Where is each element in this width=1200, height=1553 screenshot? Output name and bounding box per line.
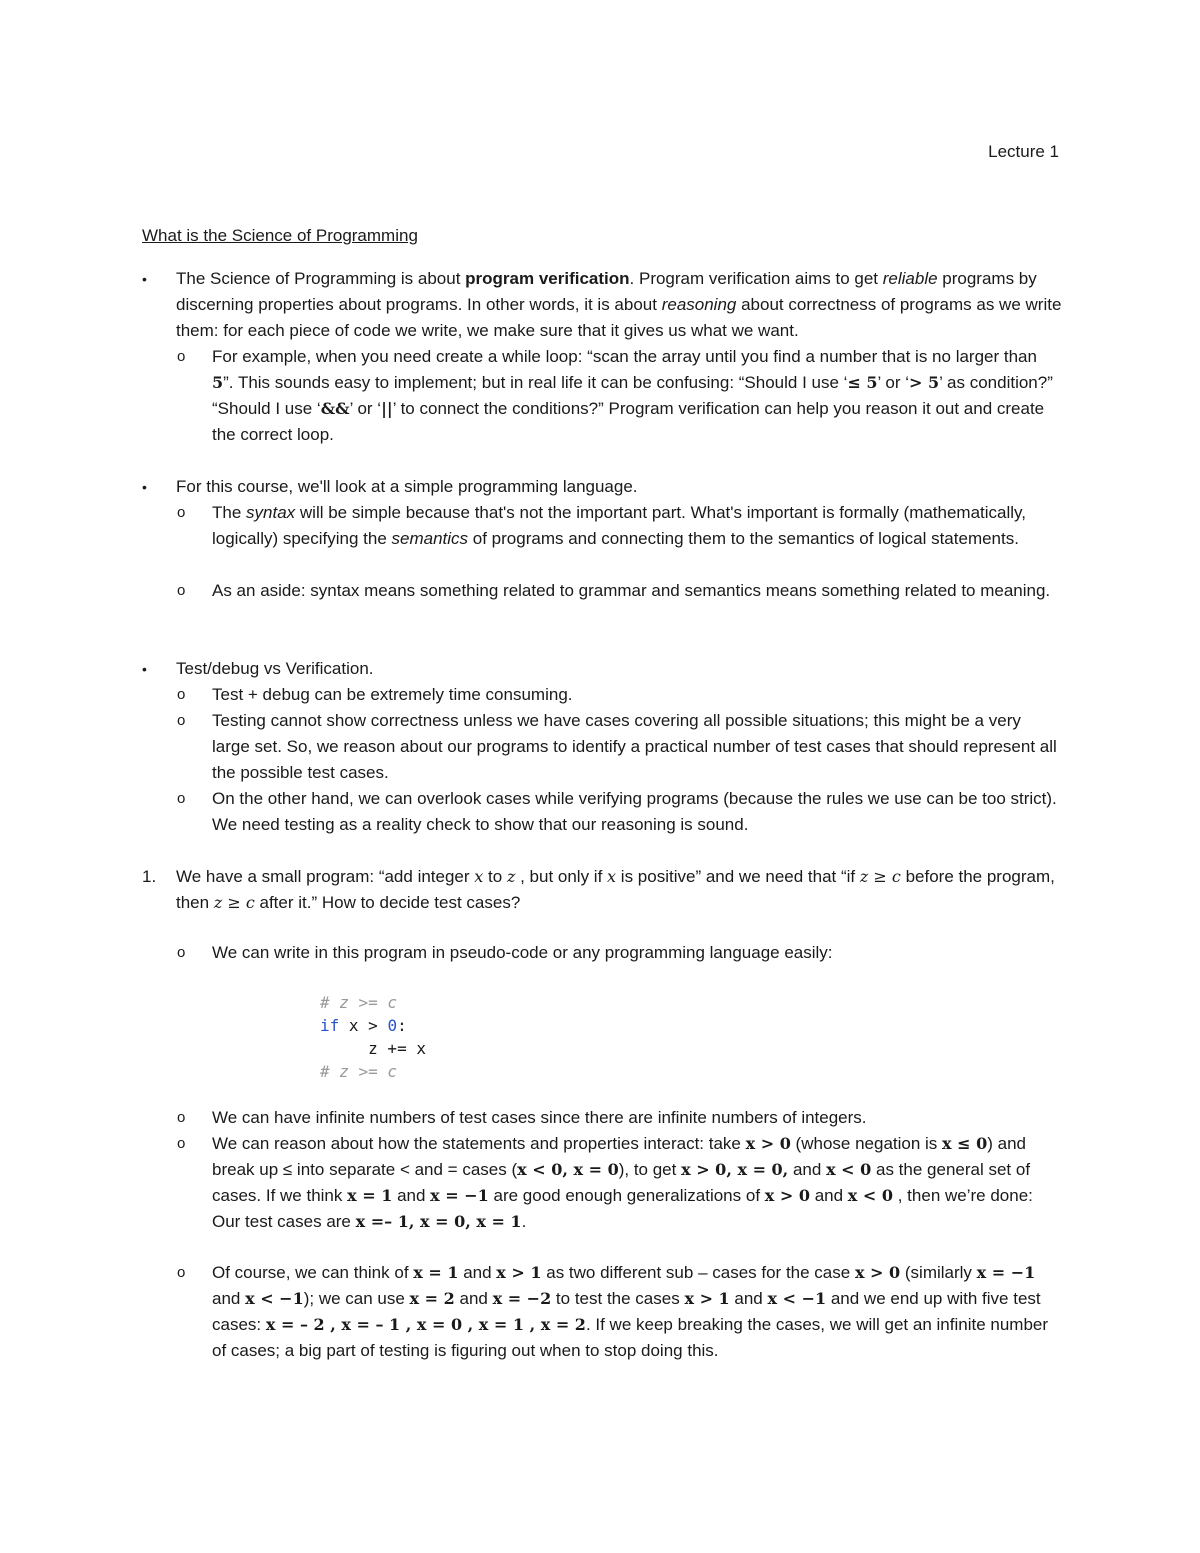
sub-marker: o (177, 348, 186, 365)
bullet-1-paragraph: The Science of Programming is about program verification. Program verification aims to get reliable programs by discerning properties about programs. In other words, it is about reasoning about correctness of programs as we write them: for each piece of code we write, we make sure that it gives us what we want. (176, 269, 1062, 340)
sub-marker: o (177, 1109, 186, 1126)
numbered-item-1-sub-4: Of course, we can think of x = 1 and x > 1 as two different sub – cases for the case x > 0 (similarly x = −1 and x < −1); we can use x = 2 and x = −2 to test the cases x > 1 and x < −1 and we end up with five test cases: x = – 2 , x = – 1 , x = 0 , x = 1 , x = 2. If we keep breaking the cases, we will get an infinite number of cases; a big part of testing is figuring out when to stop doing this. (212, 1263, 1049, 1360)
bullet-marker: • (142, 479, 147, 495)
code-keyword-if: if (320, 1016, 340, 1035)
sub-marker: o (177, 944, 186, 961)
list-number: 1. (142, 867, 157, 886)
bullet-1-sub-1: For example, when you need create a while loop: “scan the array until you find a number that is no larger than 5”. This sounds easy to implement; but in real life it can be confusing: “Should I use ‘≤ 5’ or ‘> 5’ as condition?” “Should I use ‘&&’ or ‘||’ to connect the conditions?” Program verification can help you reason it out and create the correct loop. (212, 347, 1053, 444)
lecture-header: Lecture 1 (988, 142, 1059, 161)
sub-marker: o (177, 686, 186, 703)
numbered-item-1-paragraph: We have a small program: “add integer x to z , but only if x is positive” and we need that “if z ≥ c before the program, then z ≥ c after it.” How to decide test cases? (176, 867, 1055, 912)
sub-marker: o (177, 1264, 186, 1281)
section-heading: What is the Science of Programming (142, 226, 418, 245)
sub-marker: o (177, 1135, 186, 1152)
bullet-3-sub-1: Test + debug can be extremely time consuming. (212, 685, 573, 704)
sub-marker: o (177, 504, 186, 521)
code-comment: # z >= c (320, 1062, 398, 1081)
code-comment: # z >= c (320, 993, 398, 1012)
numbered-item-1-sub-3: We can reason about how the statements and properties interact: take x > 0 (whose negation is x ≤ 0) and break up ≤ into separate < and = cases (x < 0, x = 0), to get x > 0, x = 0, and x < 0 as the general set of cases. If we think x = 1 and x = −1 are good enough generalizations of x > 0 and x < 0 , then we’re done: Our test cases are x =– 1, x = 0, x = 1. (212, 1134, 1033, 1231)
code-body: z += x (320, 1039, 426, 1058)
code-block: # z >= c if x > 0: z += x # z >= c (320, 993, 426, 1081)
sub-marker: o (177, 712, 186, 729)
bullet-2-paragraph: For this course, we'll look at a simple programming language. (176, 477, 638, 496)
numbered-item-1-sub-1: We can write in this program in pseudo-code or any programming language easily: (212, 943, 833, 962)
bullet-marker: • (142, 271, 147, 287)
bullet-3-sub-3: On the other hand, we can overlook cases while verifying programs (because the rules we use can be too strict). We need testing as a reality check to show that our reasoning is sound. (212, 789, 1057, 834)
bullet-marker: • (142, 661, 147, 677)
sub-marker: o (177, 582, 186, 599)
sub-marker: o (177, 790, 186, 807)
bullet-3-paragraph: Test/debug vs Verification. (176, 659, 374, 678)
bullet-2-sub-2: As an aside: syntax means something related to grammar and semantics means something related to meaning. (212, 581, 1051, 600)
numbered-item-1-sub-2: We can have infinite numbers of test cases since there are infinite numbers of integers. (212, 1108, 867, 1127)
term-program-verification: program verification (465, 269, 630, 288)
bullet-2-sub-1: The syntax will be simple because that's not the important part. What's important is formally (mathematically, logically) specifying the semantics of programs and connecting them to the semantics of logical statements. (212, 503, 1027, 548)
bullet-3-sub-2: Testing cannot show correctness unless we have cases covering all possible situations; this might be a very large set. So, we reason about our programs to identify a practical number of test cases that should represent all the possible test cases. (212, 711, 1057, 782)
